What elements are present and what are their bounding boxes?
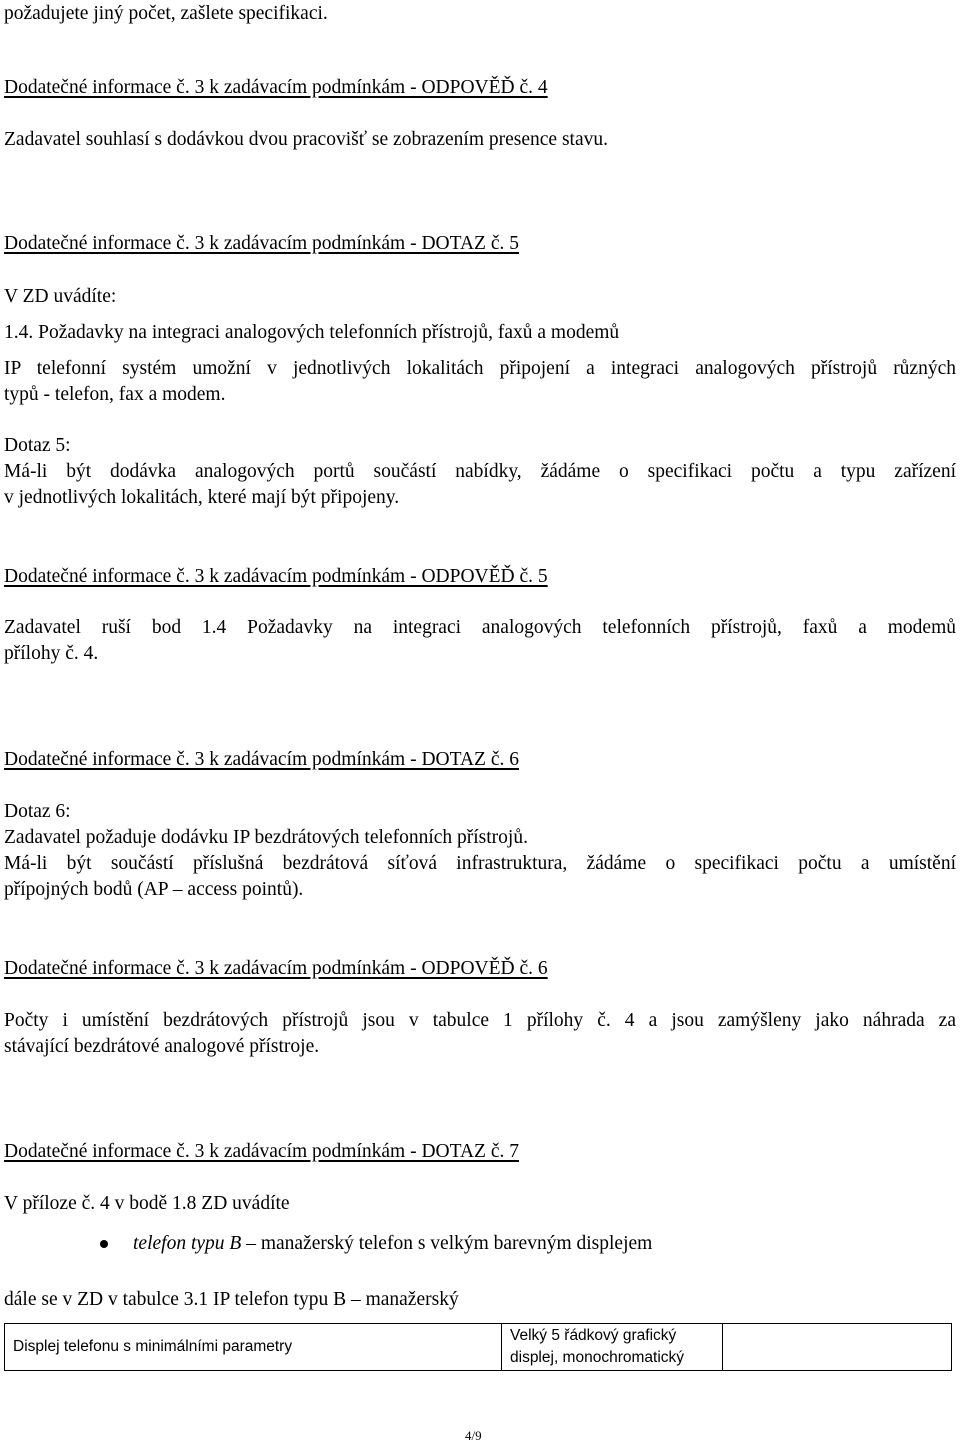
table-cell-parameter: Displej telefonu s minimálními parametry: [5, 1324, 502, 1371]
question-6-line-2: Má-li být součástí příslušná bezdrátová síťová infrastruktura, žádáme o specifikaci počtu a umístění: [4, 853, 956, 874]
question-5-intro: V ZD uvádíte:: [4, 286, 117, 307]
answer-4-text: Zadavatel souhlasí s dodávkou dvou pracovišť se zobrazením presence stavu.: [4, 129, 608, 150]
section-heading-dotaz-5: Dodatečné informace č. 3 k zadávacím podmínkám - DOTAZ č. 5: [4, 233, 519, 254]
table-cell-value-line-2: displej, monochromatický: [510, 1349, 685, 1366]
section-heading-dotaz-6: Dodatečné informace č. 3 k zadávacím podmínkám - DOTAZ č. 6: [4, 749, 519, 770]
page-number: 4/9: [465, 1428, 482, 1443]
question-7-intro: V příloze č. 4 v bodě 1.8 ZD uvádíte: [4, 1193, 290, 1214]
answer-6-line-1: Počty i umístění bezdrátových přístrojů jsou v tabulce 1 přílohy č. 4 a jsou zamýšleny jako náhrada za: [4, 1010, 956, 1031]
question-5-text-line-1: Má-li být dodávka analogových portů součástí nabídky, žádáme o specifikaci počtu a typu zařízení: [4, 461, 956, 482]
question-7-bullet-emphasis: telefon typu B: [133, 1233, 242, 1254]
answer-6-line-2: stávající bezdrátové analogové přístroje.: [4, 1036, 320, 1057]
question-6-line-1: Zadavatel požaduje dodávku IP bezdrátových telefonních přístrojů.: [4, 827, 528, 848]
question-7-after: dále se v ZD v tabulce 3.1 IP telefon typu B – manažerský: [4, 1289, 459, 1310]
paragraph-line: požadujete jiný počet, zašlete specifikaci.: [4, 3, 328, 24]
answer-5-line-2: přílohy č. 4.: [4, 643, 99, 664]
question-5-para-line-2: typů - telefon, fax a modem.: [4, 384, 226, 405]
question-6-label: Dotaz 6:: [4, 801, 71, 822]
question-5-para-line-1: IP telefonní systém umožní v jednotlivých lokalitách připojení a integraci analogových přístrojů různých: [4, 358, 956, 379]
bullet-icon: [100, 1240, 108, 1248]
question-7-bullet-text: – manažerský telefon s velkým barevným displejem: [241, 1233, 653, 1254]
table-cell-value-line-1: Velký 5 řádkový grafický: [510, 1327, 677, 1344]
section-heading-dotaz-7: Dodatečné informace č. 3 k zadávacím podmínkám - DOTAZ č. 7: [4, 1141, 519, 1162]
answer-5-line-1: Zadavatel ruší bod 1.4 Požadavky na integraci analogových telefonních přístrojů, faxů a modemů: [4, 617, 956, 638]
question-5-item: 1.4. Požadavky na integraci analogových telefonních přístrojů, faxů a modemů: [4, 322, 620, 343]
question-6-line-3: přípojných bodů (AP – access pointů).: [4, 879, 304, 900]
section-heading-odpoved-5: Dodatečné informace č. 3 k zadávacím podmínkám - ODPOVĚĎ č. 5: [4, 566, 548, 587]
question-5-label: Dotaz 5:: [4, 435, 71, 456]
table-cell-value: [502, 1324, 723, 1371]
section-heading-odpoved-6: Dodatečné informace č. 3 k zadávacím podmínkám - ODPOVĚĎ č. 6: [4, 958, 548, 979]
table-cell-empty: [723, 1324, 952, 1371]
question-7-bullet-item: [133, 1232, 652, 1256]
section-heading-odpoved-4: Dodatečné informace č. 3 k zadávacím podmínkám - ODPOVĚĎ č. 4: [4, 77, 548, 98]
spec-table: [4, 1323, 952, 1371]
question-5-text-line-2: v jednotlivých lokalitách, které mají být připojeny.: [4, 487, 400, 508]
table-row: [5, 1324, 952, 1371]
